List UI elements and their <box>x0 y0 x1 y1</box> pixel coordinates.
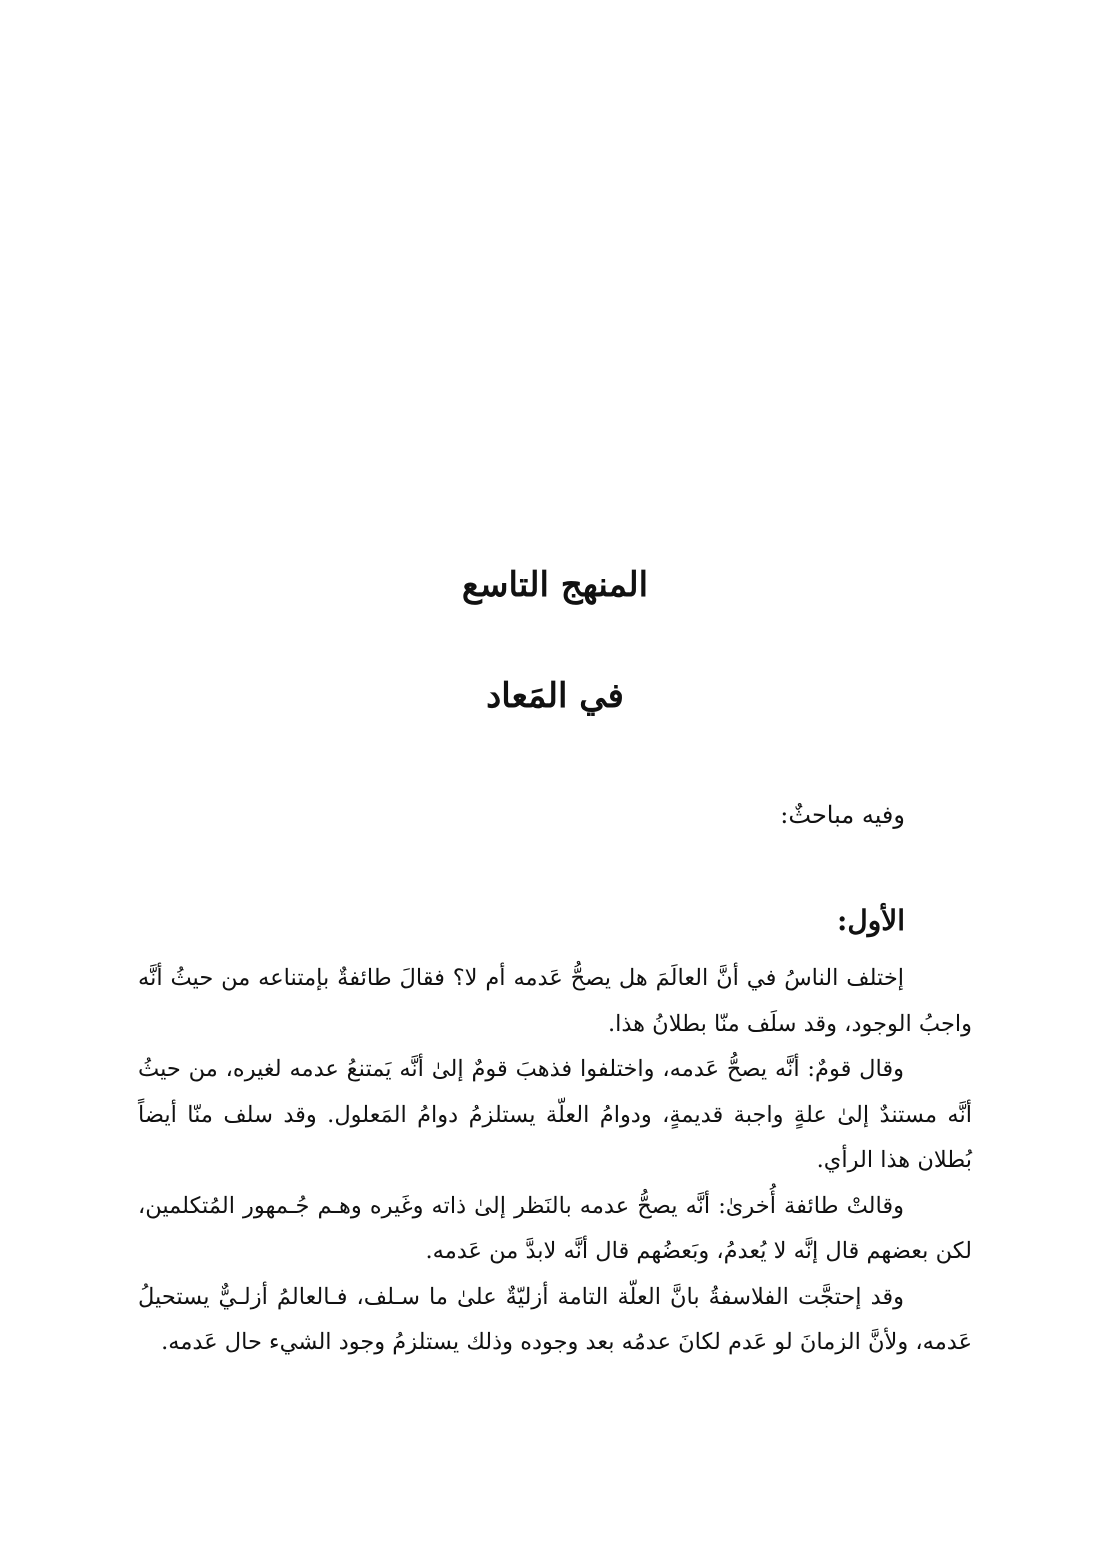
section-body <box>138 956 972 1366</box>
paragraph: وقالتْ طائفة أُخرىٰ: أنَّه يصحُّ عدمه بالنَظر إلىٰ ذاته وغَيره وهـم جُـمهور المُتكلمين، لكن بعضهم قال إنَّه لا يُعدمُ، وبَعضُهم قال أنَّه لابدَّ من عَدمه. <box>138 1192 972 1264</box>
paragraph: وقال قومٌ: أنَّه يصحُّ عَدمه، واختلفوا فذهبَ قومٌ إلىٰ أنَّه يَمتنعُ عدمه لغيره، من حيثُ أنَّه مستندٌ إلىٰ علةٍ واجبة قديمةٍ، ودوامُ العلّة يستلزمُ دوامُ المَعلول. وقد سلف منّا أيضاً بُطلان هذا الرأي. <box>138 1056 972 1173</box>
paragraph: إختلف الناسُ في أنَّ العالَمَ هل يصحُّ عَدمه أم لا؟ فقالَ طائفةٌ بإمتناعه من حيثُ أنَّه واجبُ الوجود، وقد سلَف منّا بطلانُ هذا. <box>138 965 972 1037</box>
section-heading: الأول: <box>837 904 905 937</box>
intro-line: وفيه مباحثٌ: <box>780 801 905 829</box>
chapter-subtitle: في المَعاد <box>486 676 624 716</box>
paragraph: وقد إحتجَّت الفلاسفةُ بانَّ العلّة التامة أزليّةٌ علىٰ ما سـلف، فـالعالمُ أزلـيٌّ يستحيلُ عَدمه، ولأنَّ الزمانَ لو عَدم لكانَ عدمُه بعد وجوده وذلك يستلزمُ وجود الشيء حال عَدمه. <box>138 1283 972 1355</box>
chapter-title: المنهج التاسع <box>461 565 649 605</box>
